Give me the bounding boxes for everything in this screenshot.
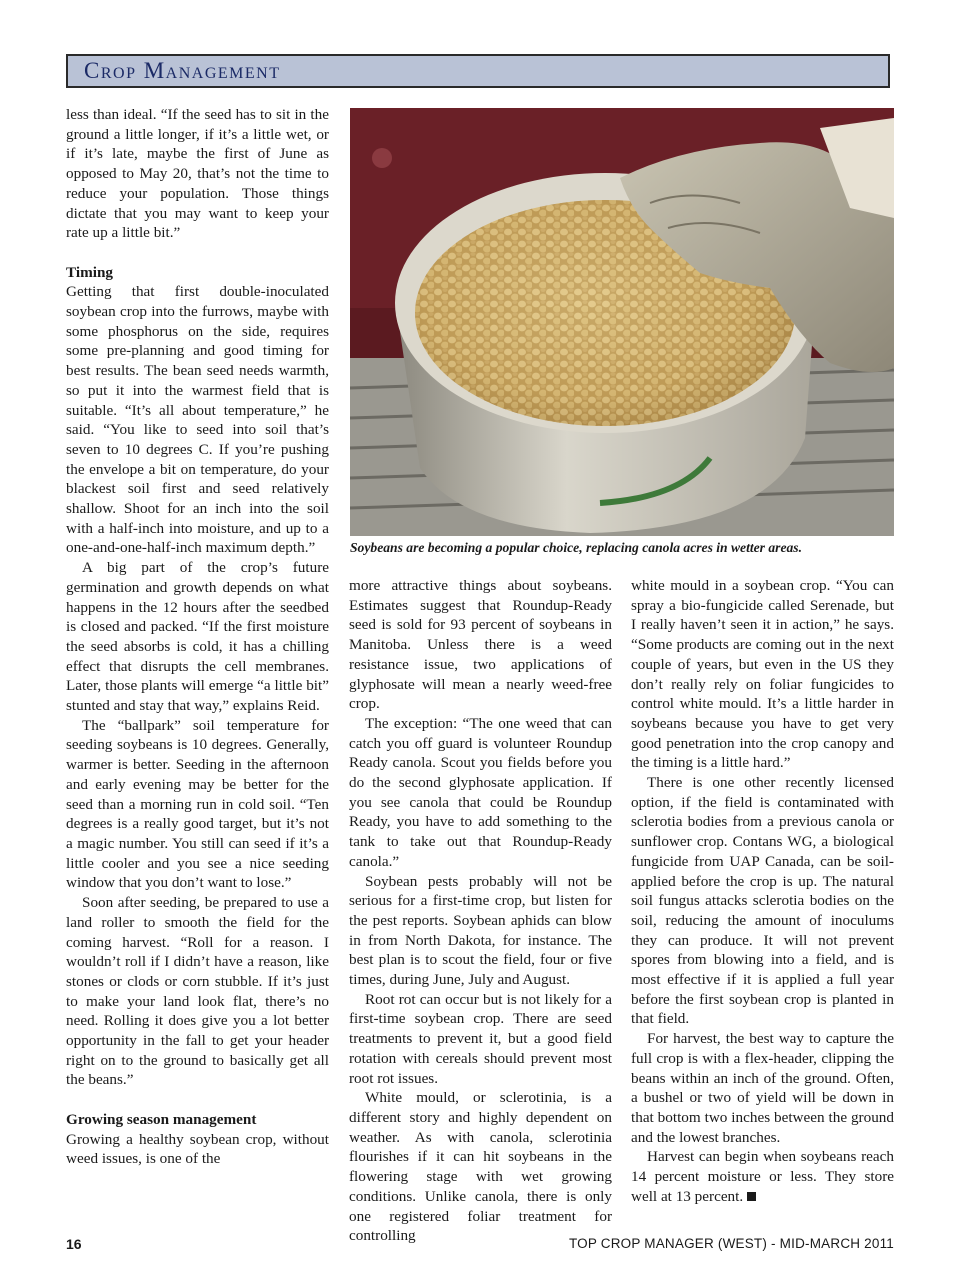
paragraph-timing: Getting that first double-inoculated soybean crop into the furrows, maybe with some phosphorus on the side, requires some pre-planning and good timing for best results. The bean seed needs warmth, so put it into the warmest field that is suitable. “It’s all about temperature,” he said. “You like to seed into soil that’s seven to 10 degrees C. If you’re pushing the envelope a bit on temperature, do your blackest soil first and seed relatively shallow. Shoot for an inch into the soil with a half-inch into moisture, and up to a one-and-one-half-inch maximum depth.” (66, 283, 329, 557)
soybean-bucket-photo (350, 108, 894, 536)
paragraph-whitemould: White mould, or sclerotinia, is a different story and highly dependent on weather. As with canola, sclerotinia flourishes if it can hit soybeans in the flowering stage with wet growing conditions. Unlike canola, there is only one registered foliar treatment for controlling (349, 1089, 612, 1245)
paragraph-germination: A big part of the crop’s future germination and growth depends on what happens in the 12 hours after the seedbed is closed and packed. “If the first moisture the seed absorbs is cold, it has a chilling effect that disrupts the cell membranes. Later, those plants will emerge “a little bit” stunted and stay that way,” explains Reid. (66, 559, 329, 715)
end-of-article-mark (747, 1192, 756, 1201)
paragraph-pests: Soybean pests probably will not be serious for a first-time crop, but listen for the pest reports. Soybean aphids can blow in from North Dakota, for instance. The best plan is to scout the field, four or five times, during June, July and August. (349, 872, 612, 989)
paragraph-roller: Soon after seeding, be prepared to use a land roller to smooth the field for the coming harvest. “Roll for a reason. I wouldn’t roll if I didn’t have a reason, like stones or clods or corn stubble. If it’s just to make your land look flat, there’s no need. Rolling it does give you a lot better opportunity in the fall to get your header right on to the ground to basically get all the beans.” (66, 894, 329, 1089)
paragraph-exception: The exception: “The one weed that can catch you off guard is volunteer Roundup Ready canola. Scout you fields before you do the second glyphosate application. If you see canola that could be Roundup Ready, you have to add something to the tank to take out that Roundup-Ready canola.” (349, 714, 612, 870)
article-column-3 (631, 576, 894, 1207)
paragraph-rootrot: Root rot can occur but is not likely for a first-time soybean crop. There are seed treatments to prevent it, but a good field rotation with cereals should prevent most root rot issues. (349, 990, 612, 1087)
photo-caption: Soybeans are becoming a popular choice, replacing canola acres in wetter areas. (350, 540, 802, 555)
paragraph-harvest: For harvest, the best way to capture the full crop is with a flex-header, clipping the beans within an inch of the ground. Often, a bushel or two of yield will be down in that bottom two inches between the ground and the lowest branches. (631, 1030, 894, 1146)
paragraph-moisture (631, 1147, 894, 1206)
paragraph-ballpark: The “ballpark” soil temperature for seeding soybeans is 10 degrees. Generally, warmer is better. Seeding in the afternoon and early evening may be better for the seed than a morning run in cold soil. “Ten degrees is a really good target, but it’s not a magic number. You still can seed if it’s a little cooler and you see a nice seeding window that you don’t want to lose.” (66, 716, 329, 892)
section-title: Crop Management (84, 58, 281, 83)
paragraph-attractive: more attractive things about soybeans. Estimates suggest that Roundup-Ready seed is sold for 93 percent of soybeans in Manitoba. Unless there is a weed resistance issue, two applications of glyphosate will mean a nearly weed-free crop. (349, 577, 612, 713)
section-header (66, 54, 890, 88)
paragraph-whitemould-cont: white mould in a soybean crop. “You can spray a bio-fungicide called Serenade, but I really haven’t seen it in action,” he says. “Some products are coming out in the next couple of years, but even in the US they don’t really rely on foliar fungicides to control white mould. It’s a little harder in soybeans because you have to get very good penetration into the crop canopy and the timing is a little hard.” (631, 577, 894, 772)
page-number: 16 (66, 1236, 82, 1252)
magazine-footer: TOP CROP MANAGER (WEST) - MID-MARCH 2011 (568, 1236, 894, 1251)
paragraph-intro: less than ideal. “If the seed has to sit in the ground a little longer, if it’s a little wet, or if it’s late, maybe the first of June as opposed to May 20, that’s not the time to reduce your population. Those things dictate that you may want to keep your rate up a little bit.” (66, 106, 329, 242)
subheading-growing-season: Growing season management (66, 1110, 257, 1128)
paragraph-moisture-text: Harvest can begin when soybeans reach 14 percent moisture or less. They store well at 13 percent. (631, 1148, 894, 1205)
article-column-1 (66, 105, 329, 1169)
article-column-2 (349, 576, 612, 1246)
paragraph-growing: Growing a healthy soybean crop, without weed issues, is one of the (66, 1130, 329, 1168)
subheading-timing: Timing (66, 263, 113, 281)
paragraph-option: There is one other recently licensed option, if the field is contaminated with sclerotia bodies from a previous canola or sunflower crop. Contans WG, a biological fungicide from UAP Canada, can be soil-applied before the crop is up. The natural soil fungus attacks sclerotia bodies on the soil, reducing the amount of inoculums they can produce. It will not prevent spores from blowing into a field, and is most effective if it is applied a full year before the first soybean crop is planted in that field. (631, 774, 894, 1028)
